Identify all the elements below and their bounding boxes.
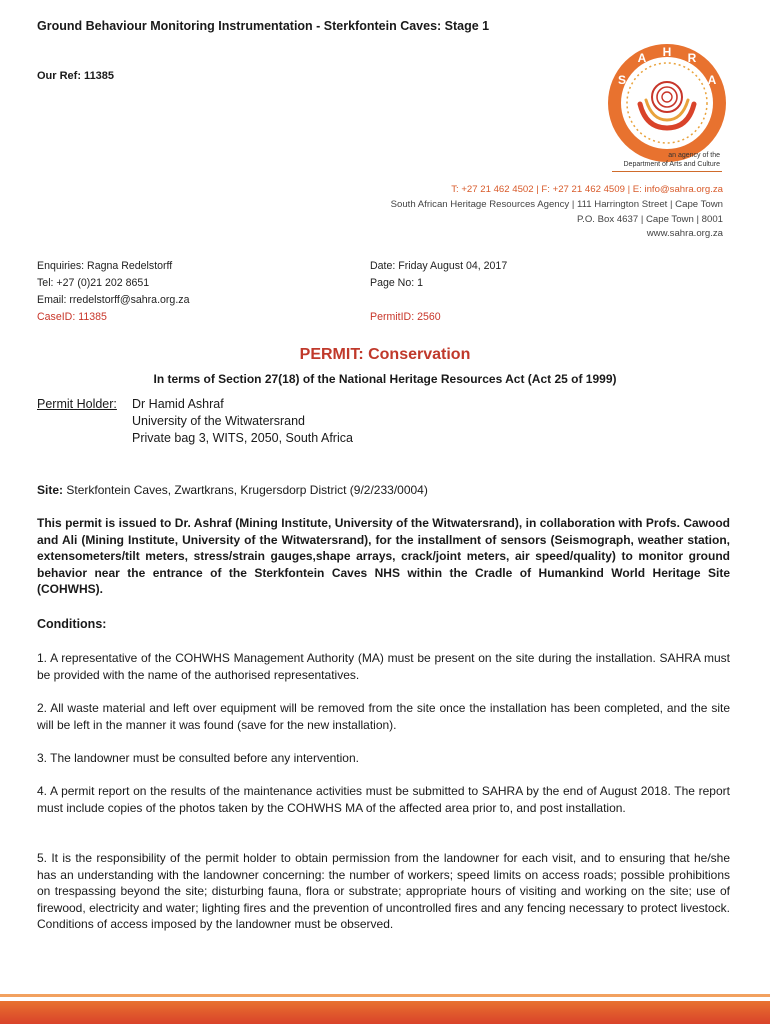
agency-of-label: an agency of the — [668, 152, 720, 159]
holder-address: Private bag 3, WITS, 2050, South Africa — [132, 431, 353, 445]
contact-website: www.sahra.org.za — [646, 228, 723, 240]
site-label: Site: — [37, 483, 64, 497]
site-line — [37, 483, 428, 497]
footer-bar — [0, 1001, 770, 1024]
enquiries-email: Email: rredelstorff@sahra.org.za — [37, 294, 190, 306]
contact-block — [391, 183, 723, 242]
logo-letter-r: R — [687, 51, 697, 65]
permit-holder-label: Permit Holder: — [37, 397, 117, 411]
contact-po-box: P.O. Box 4637 | Cape Town | 8001 — [577, 213, 723, 225]
enquiries: Enquiries: Ragna Redelstorff — [37, 260, 173, 272]
condition-2: 2. All waste material and left over equipment will be removed from the site once the installation has been completed, and the site will be left in the manner it was found (save for the new installation). — [37, 701, 730, 732]
issued-paragraph: This permit is issued to Dr. Ashraf (Mining Institute, University of the Witwatersrand), in collaboration with Profs. Cawood and Ali (Mining Institute, University of the Witwatersrand), for the installment of sensors (Seismograph, weather station, extensometers/tilt meters, stress/strain gauges,shape arrays, crack/joint meters, air speed/quality) to monitor ground behavior near the entrance of the Sterkfontein Caves NHS within the Cradle of Humankind World Heritage Site (COHWHS). — [37, 516, 730, 597]
condition-1: 1. A representative of the COHWHS Management Authority (MA) must be present on the site during the installation. SAHRA must be provided with the name of the authorised representatives. — [37, 651, 730, 682]
footer-accent-line — [0, 994, 770, 997]
condition-5: 5. It is the responsibility of the permit holder to obtain permission from the landowner for each visit, and to ensuring that he/she has an understanding with the landowner concerning: the number of workers; speed limits on access roads; possible prohibitions on trespassing beyond the site; disturbing fauna, flora or substrate; appropriate hours of visiting and working on the site; use of firewood, electricity and water; lighting fires and the prevention of uncontrolled fires and any fencing necessary to protect livestock. Conditions of access imposed by the landowner must be observed. — [37, 851, 730, 932]
page-number: Page No: 1 — [370, 277, 424, 289]
contact-phone-email: T: +27 21 462 4502 | F: +27 21 462 4509 | E: info@sahra.org.za — [451, 184, 723, 195]
condition-4: 4. A permit report on the results of the maintenance activities must be submitted to SAHRA by the end of August 2018. The report must include copies of the photos taken by the COHWHS MA of the affected area prior to, and post installation. — [37, 784, 730, 815]
permit-id: PermitID: 2560 — [370, 311, 441, 323]
department-label: Department of Arts and Culture — [623, 161, 720, 168]
logo-letter-s: S — [617, 73, 627, 87]
enquiries-tel: Tel: +27 (0)21 202 8651 — [37, 277, 150, 289]
sahra-logo — [606, 42, 728, 164]
logo-letter-h: H — [662, 45, 672, 59]
case-id: CaseID: 11385 — [37, 311, 107, 323]
agency-divider — [612, 171, 722, 172]
logo-letter-a2: A — [707, 73, 717, 87]
document-title: Ground Behaviour Monitoring Instrumentation - Sterkfontein Caves: Stage 1 — [37, 19, 490, 33]
contact-address: South African Heritage Resources Agency | 111 Harrington Street | Cape Town — [390, 198, 723, 210]
condition-3: 3. The landowner must be consulted before any intervention. — [37, 751, 359, 765]
permit-title: PERMIT: Conservation — [299, 346, 471, 363]
holder-institution: University of the Witwatersrand — [132, 414, 305, 428]
site-value: Sterkfontein Caves, Zwartkrans, Krugersdorp District (9/2/233/0004) — [66, 483, 428, 497]
conditions-heading: Conditions: — [37, 617, 107, 631]
logo-letter-a: A — [637, 51, 647, 65]
permit-subtitle: In terms of Section 27(18) of the National Heritage Resources Act (Act 25 of 1999) — [153, 372, 617, 386]
document-date: Date: Friday August 04, 2017 — [370, 260, 508, 272]
holder-name: Dr Hamid Ashraf — [132, 397, 224, 411]
our-reference: Our Ref: 11385 — [37, 70, 115, 82]
